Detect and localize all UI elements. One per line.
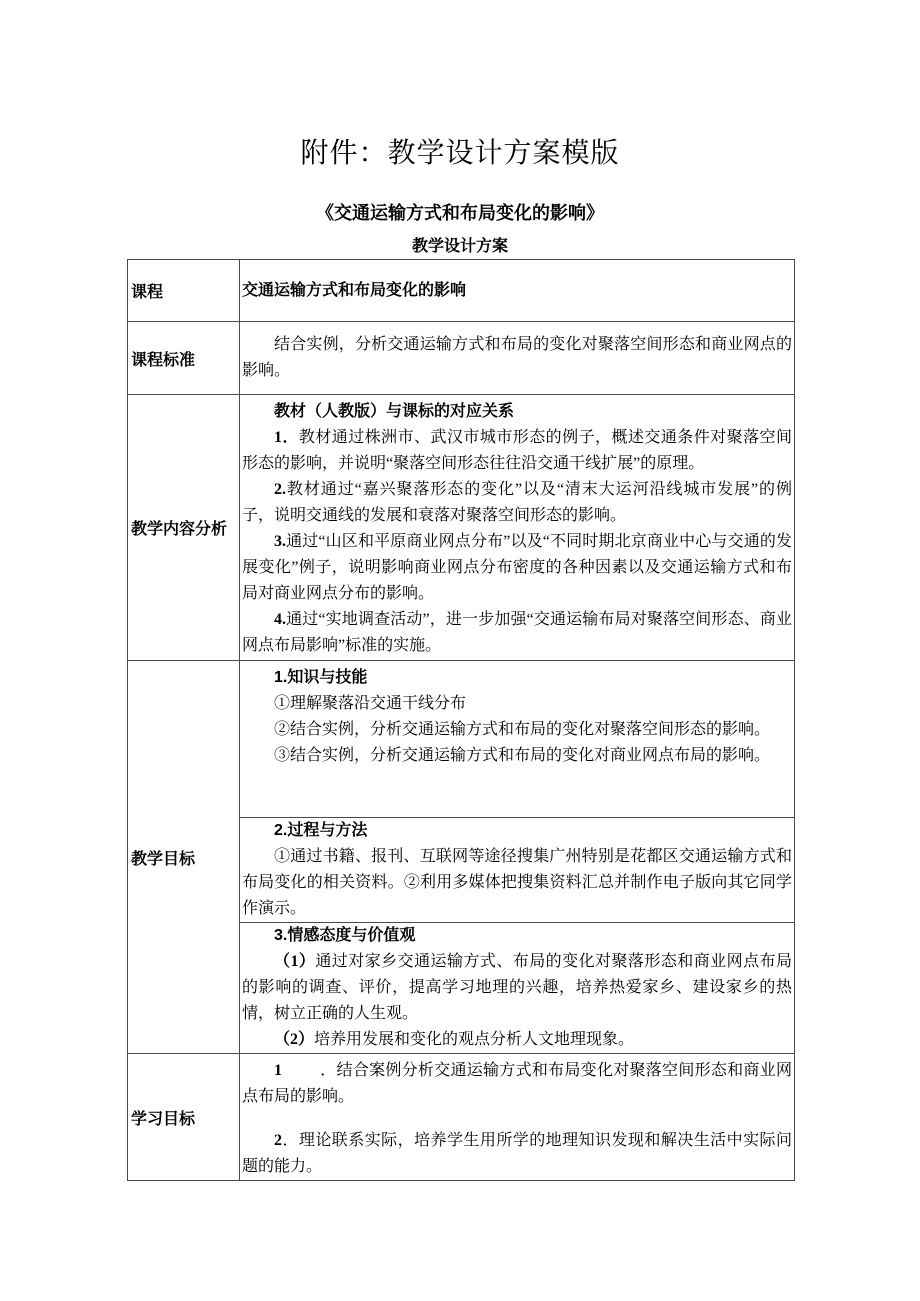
item-text: 教材通过株洲市、武汉市城市形态的例子，概述交通条件对聚落空间形态的影响，并说明“聚落空间形态往往沿交通干线扩展”的原理。	[242, 429, 792, 472]
learning-item-1	[242, 1058, 792, 1110]
analysis-item-4	[242, 607, 792, 659]
item-text: ．理论联系实际，培养学生用所学的地理知识发现和解决生活中实际问题的能力。	[242, 1132, 792, 1175]
row-course	[128, 260, 795, 322]
analysis-item-1	[242, 425, 792, 477]
table-caption: 教学设计方案	[411, 238, 508, 255]
item-number: 3.	[274, 533, 286, 550]
process-heading: 2.过程与方法	[274, 822, 368, 839]
analysis-item-3	[242, 529, 792, 607]
row-learning	[128, 1054, 795, 1181]
item-number: 4.	[274, 611, 286, 628]
lesson-plan-table	[127, 259, 795, 1181]
learning-cell	[240, 1054, 795, 1181]
standard-cell	[240, 322, 795, 395]
analysis-item-2	[242, 477, 792, 529]
item-text: 教材通过“嘉兴聚落形态的变化”以及“清末大运河沿线城市发展”的例子，说明交通线的发展和衰落对聚落空间形态的影响。	[242, 481, 792, 524]
learning-item-2	[242, 1128, 792, 1180]
emotion-item-2	[242, 1027, 792, 1053]
item-number: （2）	[274, 1031, 315, 1048]
doc-title: 附件：教学设计方案模版	[300, 138, 620, 169]
item-number: 1	[274, 1062, 282, 1079]
row-standard	[128, 322, 795, 395]
doc-subtitle: 《交通运输方式和布局变化的影响》	[316, 203, 604, 223]
knowledge-heading: 1.知识与技能	[274, 669, 368, 686]
knowledge-item-2: ②结合实例，分析交通运输方式和布局的变化对聚落空间形态的影响。	[274, 721, 771, 738]
standard-text: 结合实例，分析交通运输方式和布局的变化对聚落空间形态和商业网点的影响。	[242, 336, 792, 379]
emotion-item-1	[242, 949, 792, 1027]
knowledge-item-1: ①理解聚落沿交通干线分布	[274, 695, 467, 712]
row-label-analysis: 教学内容分析	[128, 395, 240, 661]
row-objectives-knowledge	[128, 661, 795, 818]
analysis-cell	[240, 395, 795, 661]
item-text: 通过对家乡交通运输方式、布局的变化对聚落形态和商业网点布局的影响的调查、评价，提高学习地理的兴趣，培养热爱家乡、建设家乡的热情，树立正确的人生观。	[242, 953, 792, 1022]
process-cell	[240, 818, 795, 923]
row-label-standard: 课程标准	[128, 322, 240, 395]
item-number: 2.	[274, 481, 286, 498]
item-number: 1．	[274, 429, 299, 446]
item-text: 通过“山区和平原商业网点分布”以及“不同时期北京商业中心与交通的发展变化”例子，说明影响商业网点分布密度的各种因素以及交通运输方式和布局对商业网点分布的影响。	[242, 533, 792, 602]
item-text: 通过“实地调查活动”，进一步加强“交通运输布局对聚落空间形态、商业网点布局影响”标准的实施。	[242, 611, 792, 654]
item-number: 2	[274, 1132, 282, 1149]
item-number: （1）	[274, 953, 316, 970]
row-content-analysis	[128, 395, 795, 661]
item-text: ．结合案例分析交通运输方式和布局变化对聚落空间形态和商业网点布局的影响。	[242, 1062, 792, 1105]
knowledge-cell	[240, 661, 795, 818]
item-text: 培养用发展和变化的观点分析人文地理现象。	[314, 1031, 635, 1048]
process-text: ①通过书籍、报刊、互联网等途径搜集广州特别是花都区交通运输方式和布局变化的相关资料。②利用多媒体把搜集资料汇总并制作电子版向其它同学作演示。	[242, 848, 792, 917]
emotion-cell	[240, 923, 795, 1054]
analysis-heading: 教材（人教版）与课标的对应关系	[274, 403, 515, 420]
row-label-course: 课程	[128, 260, 240, 322]
row-label-learning: 学习目标	[128, 1054, 240, 1181]
course-value: 交通运输方式和布局变化的影响	[240, 260, 795, 322]
emotion-heading: 3.情感态度与价值观	[274, 927, 416, 944]
row-label-objectives: 教学目标	[128, 661, 240, 1054]
knowledge-item-3: ③结合实例，分析交通运输方式和布局的变化对商业网点布局的影响。	[274, 747, 771, 764]
